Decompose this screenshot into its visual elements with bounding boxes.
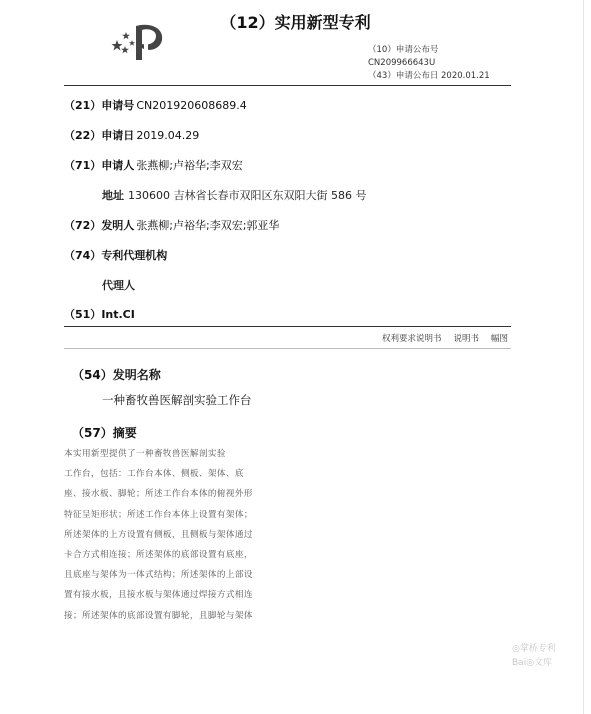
document-links — [382, 332, 508, 344]
watermark — [512, 642, 556, 670]
invention-title-heading: （54）发明名称 — [72, 368, 161, 382]
watermark-line-2: Bai◎文库 — [512, 658, 553, 668]
abstract-line: 所述架体的上方设置有侧板，且侧板与架体通过 — [64, 529, 253, 540]
patent-agency: （74）专利代理机构 — [64, 249, 168, 262]
abstract-line: 座、接水板、脚轮；所述工作台本体的俯视外形 — [64, 489, 253, 500]
abstract-line: 且底座与架体为一体式结构；所述架体的上部设 — [64, 570, 253, 581]
pub-number-label: （10）申请公布号 — [368, 45, 439, 55]
abstract-line: 置有接水板，且接水板与架体通过焊接方式相连 — [64, 590, 253, 601]
pub-number: CN209966643U — [368, 58, 436, 68]
application-date: （22）申请日 2019.04.29 — [64, 129, 200, 142]
pub-date: （43）申请公布日 2020.01.21 — [368, 71, 490, 81]
watermark-line-1: ◎掌桥专利 — [512, 644, 556, 654]
abstract-line: 接；所述架体的底部设置有脚轮，且脚轮与架体 — [64, 610, 253, 621]
abstract-line: 工作台，包括：工作台本体、侧板、架体、底 — [64, 469, 244, 480]
int-cl: （51）Int.CI — [64, 308, 135, 321]
patent-office-logo — [108, 18, 172, 62]
abstract-body — [64, 444, 314, 626]
publication-info — [368, 44, 490, 83]
abstract-line: 本实用新型提供了一种畜牧兽医解剖实验 — [64, 449, 226, 459]
fields-divider — [64, 326, 511, 327]
description-link[interactable]: 说明书 — [453, 334, 480, 344]
agent: 代理人 — [102, 279, 135, 292]
figures-link[interactable]: 幅图 — [491, 334, 509, 344]
inventor: （72）发明人 张燕柳;卢裕华;李双宏;郭亚华 — [64, 219, 280, 232]
invention-name: 一种畜牧兽医解剖实验工作台 — [102, 393, 252, 407]
header-divider — [64, 85, 511, 86]
document-title: （12）实用新型专利 — [220, 13, 371, 32]
claims-link[interactable]: 权利要求说明书 — [382, 334, 442, 344]
application-number: （21）申请号 CN201920608689.4 — [64, 99, 247, 112]
abstract-heading: （57）摘要 — [72, 426, 137, 440]
abstract-line: 特征呈矩形状；所述工作台本体上设置有架体； — [64, 509, 253, 520]
abstract-line: 卡合方式相连接；所述架体的底部设置有底座， — [64, 550, 253, 561]
page-edge — [583, 0, 584, 714]
links-divider — [64, 348, 511, 349]
address: 地址 130600 吉林省长春市双阳区东双阳大街 586 号 — [102, 189, 367, 202]
applicant: （71）申请人 张燕柳;卢裕华;李双宏 — [64, 159, 243, 172]
